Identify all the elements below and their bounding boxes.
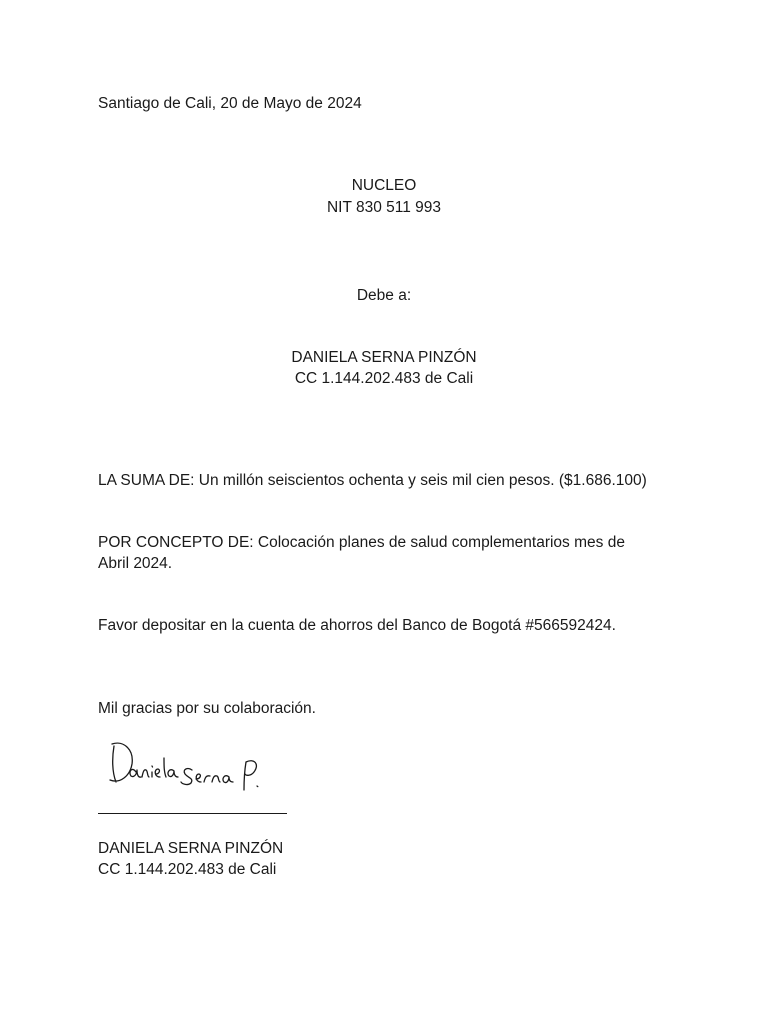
- place-date: Santiago de Cali, 20 de Mayo de 2024: [98, 95, 362, 112]
- signature-line: [98, 813, 287, 814]
- thanks-text: Mil gracias por su colaboración.: [98, 700, 316, 717]
- owes-label: Debe a:: [356, 287, 412, 304]
- signer-id: CC 1.144.202.483 de Cali: [98, 861, 277, 878]
- deposit-text: Favor depositar en la cuenta de ahorros del Banco de Bogotá #566592424.: [98, 617, 616, 634]
- creditor-name: DANIELA SERNA PINZÓN: [291, 349, 477, 366]
- signer-name: DANIELA SERNA PINZÓN: [98, 840, 284, 857]
- company-nit: NIT 830 511 993: [326, 199, 442, 216]
- company-name: NUCLEO: [351, 177, 417, 194]
- creditor-id: CC 1.144.202.483 de Cali: [294, 370, 474, 387]
- concept-text: POR CONCEPTO DE: Colocación planes de salud complementarios mes de Abril 2024.: [98, 534, 625, 572]
- amount-text: LA SUMA DE: Un millón seiscientos ochenta y seis mil cien pesos. ($1.686.100): [98, 472, 647, 489]
- handwritten-signature: [104, 734, 274, 796]
